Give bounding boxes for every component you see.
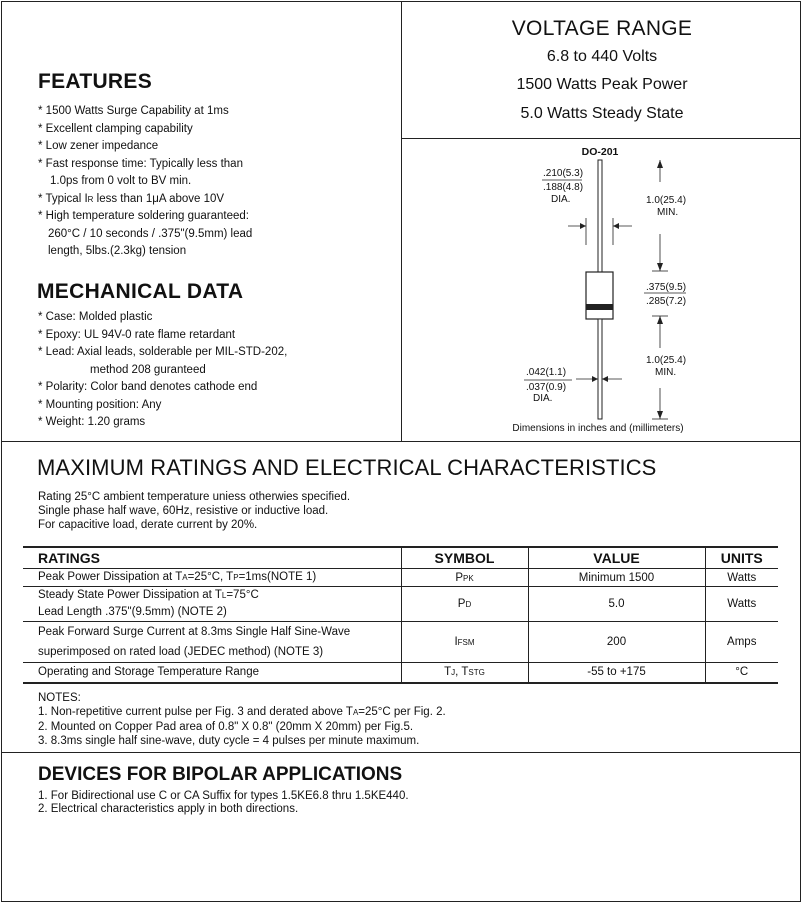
voltage-range-line2: 1500 Watts Peak Power	[516, 76, 688, 93]
list-item: method 208 guranteed	[90, 363, 206, 376]
lead-len-top: 1.0(25.4)	[646, 195, 687, 206]
list-item: 1. For Bidirectional use C or CA Suffix for types 1.5KE6.8 thru 1.5KE440.	[38, 790, 409, 802]
max-ratings-title: MAXIMUM RATINGS AND ELECTRICAL CHARACTERISTICS	[37, 455, 657, 480]
cell-units: Amps	[705, 622, 778, 663]
features-list	[38, 103, 252, 261]
cell-symbol	[401, 569, 528, 587]
condition-line: For capacitive load, derate current by 20%.	[38, 519, 258, 531]
header-symbol: SYMBOL	[401, 547, 528, 569]
header-ratings: RATINGS	[23, 547, 401, 569]
table-header-row	[23, 547, 778, 569]
list-item: 260°C / 10 seconds / .375"(9.5mm) lead	[48, 227, 253, 240]
divider-top-section	[1, 441, 801, 442]
body-dia-bottom: .188(4.8)	[543, 182, 584, 193]
note-item	[38, 705, 446, 720]
lead-len-bottom: 1.0(25.4)	[646, 355, 687, 366]
table-row	[23, 587, 778, 622]
header-units: UNITS	[705, 547, 778, 569]
table-row	[23, 569, 778, 587]
features-title: FEATURES	[38, 70, 153, 93]
list-item: * Excellent clamping capability	[38, 122, 193, 135]
body-dia-unit: DIA.	[551, 194, 571, 205]
diagram-title: DO-201	[581, 146, 619, 158]
list-item: * Low zener impedance	[38, 140, 159, 152]
symbol-text: I	[454, 636, 458, 648]
table-row	[23, 622, 778, 663]
lead-len-bottom-unit: MIN.	[655, 367, 677, 378]
list-item-sub: R	[87, 194, 94, 204]
divider-bipolar	[1, 752, 801, 753]
voltage-range-line3: 5.0 Watts Steady State	[520, 105, 684, 122]
list-item: 2. Electrical characteristics apply in both directions.	[38, 803, 299, 815]
cell-units: Watts	[705, 569, 778, 587]
rating-text: =75°C	[226, 589, 259, 601]
cathode-band	[586, 304, 613, 310]
cell-units: Watts	[705, 587, 778, 622]
arrow-icon	[580, 223, 586, 229]
bipolar-list	[38, 790, 409, 816]
mechanical-title: MECHANICAL DATA	[37, 280, 244, 303]
symbol-text: P	[457, 598, 466, 610]
list-item: * Case: Molded plastic	[38, 311, 153, 323]
do201-drawing	[402, 140, 802, 440]
diagram-caption: Dimensions in inches and (millimeters)	[512, 423, 684, 434]
list-item: * Weight: 1.20 grams	[38, 416, 146, 428]
lead-len-top-unit: MIN.	[657, 207, 679, 218]
ratings-table	[23, 546, 778, 684]
bottom-lead	[598, 319, 602, 419]
arrow-icon	[657, 316, 663, 324]
cell-value: Minimum 1500	[528, 569, 705, 587]
cell-rating	[23, 622, 401, 663]
lead-dia-bottom: .037(0.9)	[526, 382, 567, 393]
note-sub: A	[352, 708, 359, 717]
divider-voltage	[401, 138, 801, 139]
rating-sub: A	[182, 573, 188, 582]
arrow-icon	[657, 411, 663, 419]
diode-body	[586, 272, 613, 319]
cell-value: 200	[528, 622, 705, 663]
list-item: * Lead: Axial leads, solderable per MIL-STD-202,	[38, 346, 288, 358]
list-item: length, 5lbs.(2.3kg) tension	[48, 245, 187, 257]
list-item-text: * Typical I	[38, 192, 88, 205]
voltage-range-line1: 6.8 to 440 Volts	[546, 48, 658, 65]
lead-dia-top: .042(1.1)	[526, 367, 567, 378]
list-item: * Polarity: Color band denotes cathode end	[38, 381, 258, 393]
package-diagram	[402, 140, 802, 440]
rating-text: =25°C, T	[187, 571, 234, 583]
list-item: * High temperature soldering guaranteed:	[38, 210, 249, 222]
arrow-icon	[613, 223, 619, 229]
list-item: 1.0ps from 0 volt to BV min.	[50, 175, 192, 187]
rating-text: =1ms(NOTE 1)	[238, 571, 317, 583]
condition-line: Single phase half wave, 60Hz, resistive or inductive load.	[38, 505, 329, 517]
voltage-range-title: VOLTAGE RANGE	[511, 17, 693, 40]
rating-sub: L	[221, 591, 227, 600]
arrow-icon	[657, 263, 663, 271]
condition-line: Rating 25°C ambient temperature uniess otherwies specified.	[38, 491, 351, 503]
rating-sub: P	[233, 573, 239, 582]
symbol-text: P	[455, 571, 463, 584]
arrow-icon	[602, 376, 608, 382]
cell-rating: Operating and Storage Temperature Range	[23, 663, 401, 683]
top-lead	[598, 160, 602, 272]
rating-text: Peak Power Dissipation at T	[38, 571, 183, 583]
list-item: * 1500 Watts Surge Capability at 1ms	[38, 105, 229, 117]
header-value: VALUE	[528, 547, 705, 569]
note-text: =25°C per Fig. 2.	[358, 706, 446, 718]
mechanical-list	[38, 309, 287, 432]
body-len-top: .375(9.5)	[646, 282, 687, 293]
cell-units: °C	[705, 663, 778, 683]
list-item-text: less than 1μA above 10V	[93, 192, 225, 205]
symbol-sub: PK	[463, 573, 474, 583]
note-item: 3. 8.3ms single half sine-wave, duty cycle = 4 pulses per minute maximum.	[38, 735, 420, 747]
list-item	[38, 191, 252, 209]
cell-symbol	[401, 663, 528, 683]
rating-text: Peak Forward Surge Current at 8.3ms Single Half Sine-Wave	[38, 626, 351, 638]
lead-dia-unit: DIA.	[533, 393, 553, 404]
cell-symbol	[401, 587, 528, 622]
symbol-sub: STG	[468, 668, 485, 678]
list-item: * Mounting position: Any	[38, 398, 162, 411]
rating-text: Lead Length .375"(9.5mm) (NOTE 2)	[38, 606, 227, 618]
symbol-sub: D	[465, 600, 472, 609]
arrow-icon	[657, 160, 663, 168]
list-item: * Epoxy: UL 94V-0 rate flame retardant	[38, 328, 236, 341]
bipolar-title: DEVICES FOR BIPOLAR APPLICATIONS	[38, 764, 403, 785]
rating-conditions	[38, 490, 350, 532]
body-len-bottom: .285(7.2)	[646, 296, 687, 307]
symbol-sub: FSM	[457, 638, 475, 647]
table-row	[23, 663, 778, 683]
rating-text: Steady State Power Dissipation at T	[38, 589, 222, 601]
symbol-text: , T	[455, 666, 469, 679]
note-text: 1. Non-repetitive current pulse per Fig. 3 and derated above T	[38, 706, 353, 718]
symbol-sub: J	[451, 668, 456, 678]
arrow-icon	[592, 376, 598, 382]
cell-symbol	[401, 622, 528, 663]
rating-text: superimposed on rated load (JEDEC method) (NOTE 3)	[38, 646, 324, 658]
cell-rating	[23, 587, 401, 622]
note-item: 2. Mounted on Copper Pad area of 0.8" X 0.8" (20mm X 20mm) per Fig.5.	[38, 721, 414, 733]
cell-rating	[23, 569, 401, 587]
list-item: * Fast response time: Typically less than	[38, 157, 243, 170]
notes-title: NOTES:	[38, 692, 81, 704]
notes-block	[38, 691, 446, 748]
symbol-text: T	[444, 666, 452, 679]
body-dia-top: .210(5.3)	[543, 168, 584, 179]
cell-value: -55 to +175	[528, 663, 705, 683]
cell-value: 5.0	[528, 587, 705, 622]
